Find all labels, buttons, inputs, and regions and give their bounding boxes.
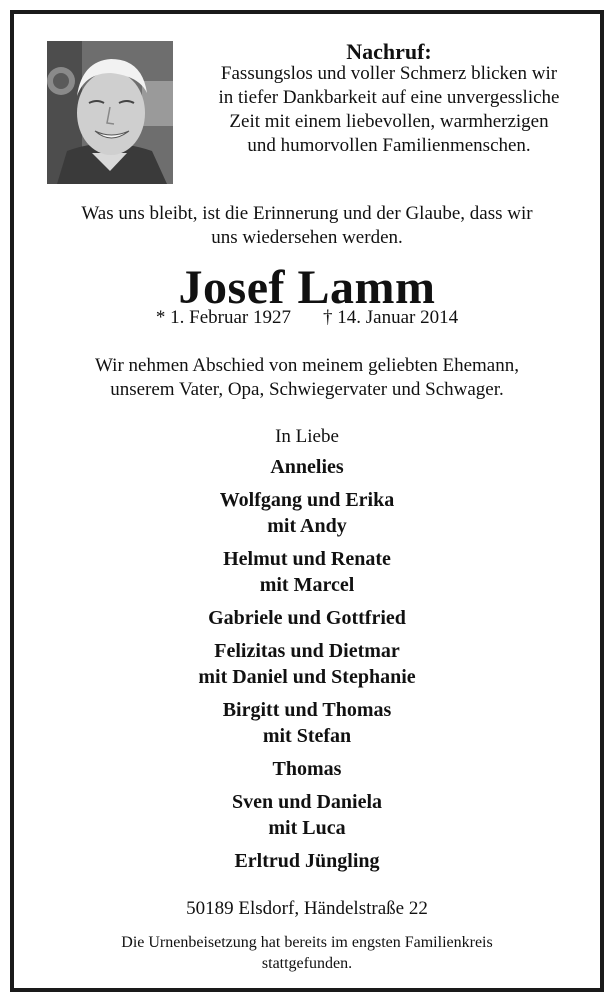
- note-line: Die Urnenbeisetzung hat bereits im engsten Familienkreis: [121, 934, 493, 951]
- mourner-group: [14, 848, 600, 874]
- mourner-line: Annelies: [270, 456, 344, 478]
- deceased-name: Josef Lamm: [178, 261, 436, 314]
- farewell-line: unserem Vater, Opa, Schwiegervater und Schwager.: [110, 379, 504, 400]
- mourner-group: [14, 697, 600, 749]
- mourner-group: [14, 789, 600, 841]
- nachruf-line: und humorvollen Familienmenschen.: [247, 135, 531, 156]
- nachruf-title: Nachruf:: [346, 39, 432, 64]
- remember-line: Was uns bleibt, ist die Erinnerung und der Glaube, dass wir: [81, 203, 533, 224]
- mourner-line: Sven und Daniela: [231, 791, 383, 813]
- mourner-line: mit Luca: [268, 817, 346, 839]
- note-line: stattgefunden.: [261, 955, 353, 972]
- mourner-line: mit Marcel: [259, 574, 355, 596]
- farewell-text: [14, 354, 600, 402]
- nachruf-text: [179, 62, 599, 158]
- birth-date: * 1. Februar 1927: [155, 307, 291, 328]
- mourner-group: [14, 638, 600, 690]
- mourner-line: Erltrud Jüngling: [234, 850, 380, 872]
- mourner-line: mit Stefan: [262, 725, 352, 747]
- remember-text: [14, 202, 600, 250]
- mourner-line: Birgitt und Thomas: [222, 699, 392, 721]
- life-dates: [14, 307, 600, 329]
- mourner-line: Wolfgang und Erika: [219, 489, 395, 511]
- address: 50189 Elsdorf, Händelstraße 22: [186, 898, 428, 919]
- mourner-line: Gabriele und Gottfried: [208, 607, 406, 629]
- portrait-photo: [47, 41, 173, 184]
- mourner-group: [14, 605, 600, 631]
- mourner-group: [14, 756, 600, 782]
- mourners-list: [14, 454, 600, 881]
- burial-note: [14, 932, 600, 974]
- remember-line: uns wiedersehen werden.: [211, 227, 403, 248]
- mourner-group: [14, 487, 600, 539]
- mourner-group: [14, 546, 600, 598]
- mourner-line: Felizitas und Dietmar: [214, 640, 400, 662]
- nachruf-line: Fassungslos und voller Schmerz blicken wir: [220, 63, 558, 84]
- mourner-line: mit Andy: [267, 515, 347, 537]
- nachruf-line: Zeit mit einem liebevollen, warmherzigen: [229, 111, 549, 132]
- mourner-line: mit Daniel und Stephanie: [198, 666, 416, 688]
- obituary-frame: [10, 10, 604, 992]
- nachruf-line: in tiefer Dankbarkeit auf eine unvergessliche: [218, 87, 560, 108]
- farewell-line: Wir nehmen Abschied von meinem geliebten Ehemann,: [95, 355, 519, 376]
- mourner-line: Helmut und Renate: [223, 548, 391, 570]
- death-date: † 14. Januar 2014: [323, 307, 459, 328]
- mourner-group: [14, 454, 600, 480]
- in-liebe-label: In Liebe: [275, 426, 339, 447]
- mourner-line: Thomas: [272, 758, 342, 780]
